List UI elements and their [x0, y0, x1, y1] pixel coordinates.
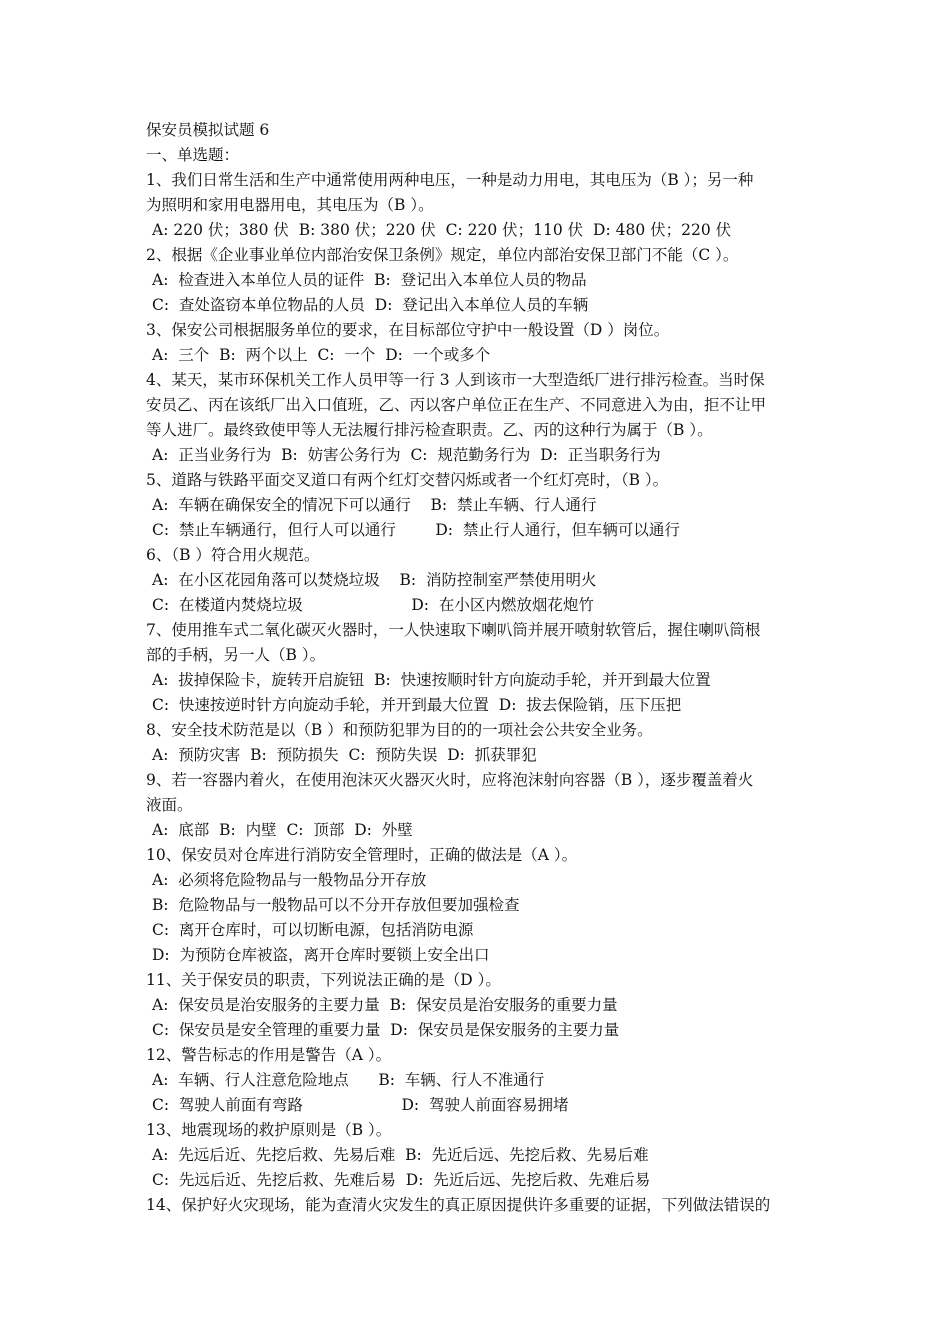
question-text-line: 12、警告标志的作用是警告（A ）。 [146, 1046, 392, 1064]
answer-options-line: D: 为预防仓库被盗，离开仓库时要锁上安全出口 [152, 946, 490, 964]
question-text-line: 11、关于保安员的职责，下列说法正确的是（D ）。 [146, 971, 501, 989]
question-text-line: 13、地震现场的救护原则是（B ）。 [146, 1121, 392, 1139]
answer-options-line: A: 在小区花园角落可以焚烧垃圾 B: 消防控制室严禁使用明火 [152, 571, 597, 589]
answer-options-line: C: 查处盗窃本单位物品的人员 D: 登记出入本单位人员的车辆 [152, 296, 589, 314]
question-text-line: 10、保安员对仓库进行消防安全管理时，正确的做法是（A ）。 [146, 846, 578, 864]
question-text-line: 6、（B ）符合用火规范。 [146, 546, 320, 564]
answer-options-line: C: 保安员是安全管理的重要力量 D: 保安员是保安服务的主要力量 [152, 1021, 620, 1039]
question-text-line: 液面。 [146, 796, 193, 814]
question-text-line: 1、我们日常生活和生产中通常使用两种电压，一种是动力用电，其电压为（B ）；另一种 [146, 171, 754, 189]
answer-options-line: A: 必须将危险物品与一般物品分开存放 [152, 871, 427, 889]
question-text-line: 8、安全技术防范是以（B ）和预防犯罪为目的的一项社会公共安全业务。 [146, 721, 653, 739]
answer-options-line: A: 220 伏；380 伏 B: 380 伏；220 伏 C: 220 伏；110 伏 D: 480 伏；220 伏 [152, 221, 732, 239]
question-text-line: 部的手柄，另一人（B ）。 [146, 646, 326, 664]
document-title: 保安员模拟试题 6 [146, 121, 270, 139]
answer-options-line: C: 禁止车辆通行，但行人可以通行 D: 禁止行人通行，但车辆可以通行 [152, 521, 680, 539]
question-text-line: 为照明和家用电器用电，其电压为（B ）。 [146, 196, 434, 214]
answer-options-line: A: 拔掉保险卡，旋转开启旋钮 B: 快速按顺时针方向旋动手轮，并开到最大位置 [152, 671, 711, 689]
question-text-line: 7、使用推车式二氧化碳灭火器时，一人快速取下喇叭筒并展开喷射软管后，握住喇叭筒根 [146, 621, 761, 639]
answer-options-line: A: 预防灾害 B: 预防损失 C: 预防失误 D: 抓获罪犯 [152, 746, 537, 764]
answer-options-line: A: 保安员是治安服务的主要力量 B: 保安员是治安服务的重要力量 [152, 996, 618, 1014]
question-text-line: 5、道路与铁路平面交叉道口有两个红灯交替闪烁或者一个红灯亮时，（B ）。 [146, 471, 669, 489]
answer-options-line: C: 驾驶人前面有弯路 D: 驾驶人前面容易拥堵 [152, 1096, 569, 1114]
question-text-line: 3、保安公司根据服务单位的要求，在目标部位守护中一般设置（D ）岗位。 [146, 321, 670, 339]
answer-options-line: C: 在楼道内焚烧垃圾 D: 在小区内燃放烟花炮竹 [152, 596, 594, 614]
document-body [146, 118, 818, 1218]
answer-options-line: A: 车辆、行人注意危险地点 B: 车辆、行人不准通行 [152, 1071, 545, 1089]
section-heading: 一、单选题： [146, 146, 240, 164]
question-text-line: 2、根据《企业事业单位内部治安保卫条例》规定，单位内部治安保卫部门不能（C ）。 [146, 246, 739, 264]
question-text-line: 4、某天，某市环保机关工作人员甲等一行 3 人到该市一大型造纸厂进行排污检查。当时保 [146, 371, 765, 389]
answer-options-line: A: 正当业务行为 B: 妨害公务行为 C: 规范勤务行为 D: 正当职务行为 [152, 446, 661, 464]
question-text-line: 9、若一容器内着火，在使用泡沫灭火器灭火时，应将泡沫射向容器（B ），逐步覆盖着火 [146, 771, 754, 789]
answer-options-line: B: 危险物品与一般物品可以不分开存放但要加强检查 [152, 896, 520, 914]
question-text-line: 安员乙、丙在该纸厂出入口值班，乙、丙以客户单位正在生产、不同意进入为由，拒不让甲 [146, 396, 767, 414]
answer-options-line: C: 快速按逆时针方向旋动手轮，并开到最大位置 D: 拔去保险销，压下压把 [152, 696, 682, 714]
answer-options-line: A: 先远后近、先挖后救、先易后难 B: 先近后远、先挖后救、先易后难 [152, 1146, 649, 1164]
answer-options-line: C: 先远后近、先挖后救、先难后易 D: 先近后远、先挖后救、先难后易 [152, 1171, 651, 1189]
question-text-line: 14、保护好火灾现场，能为查清火灾发生的真正原因提供许多重要的证据，下列做法错误的 [146, 1196, 771, 1214]
answer-options-line: A: 底部 B: 内壁 C: 顶部 D: 外壁 [152, 821, 413, 839]
answer-options-line: C: 离开仓库时，可以切断电源，包括消防电源 [152, 921, 474, 939]
answer-options-line: A: 三个 B: 两个以上 C: 一个 D: 一个或多个 [152, 346, 491, 364]
question-text-line: 等人进厂。最终致使甲等人无法履行排污检查职责。乙、丙的这种行为属于（B ）。 [146, 421, 713, 439]
answer-options-line: A: 检查进入本单位人员的证件 B: 登记出入本单位人员的物品 [152, 271, 587, 289]
answer-options-line: A: 车辆在确保安全的情况下可以通行 B: 禁止车辆、行人通行 [152, 496, 597, 514]
